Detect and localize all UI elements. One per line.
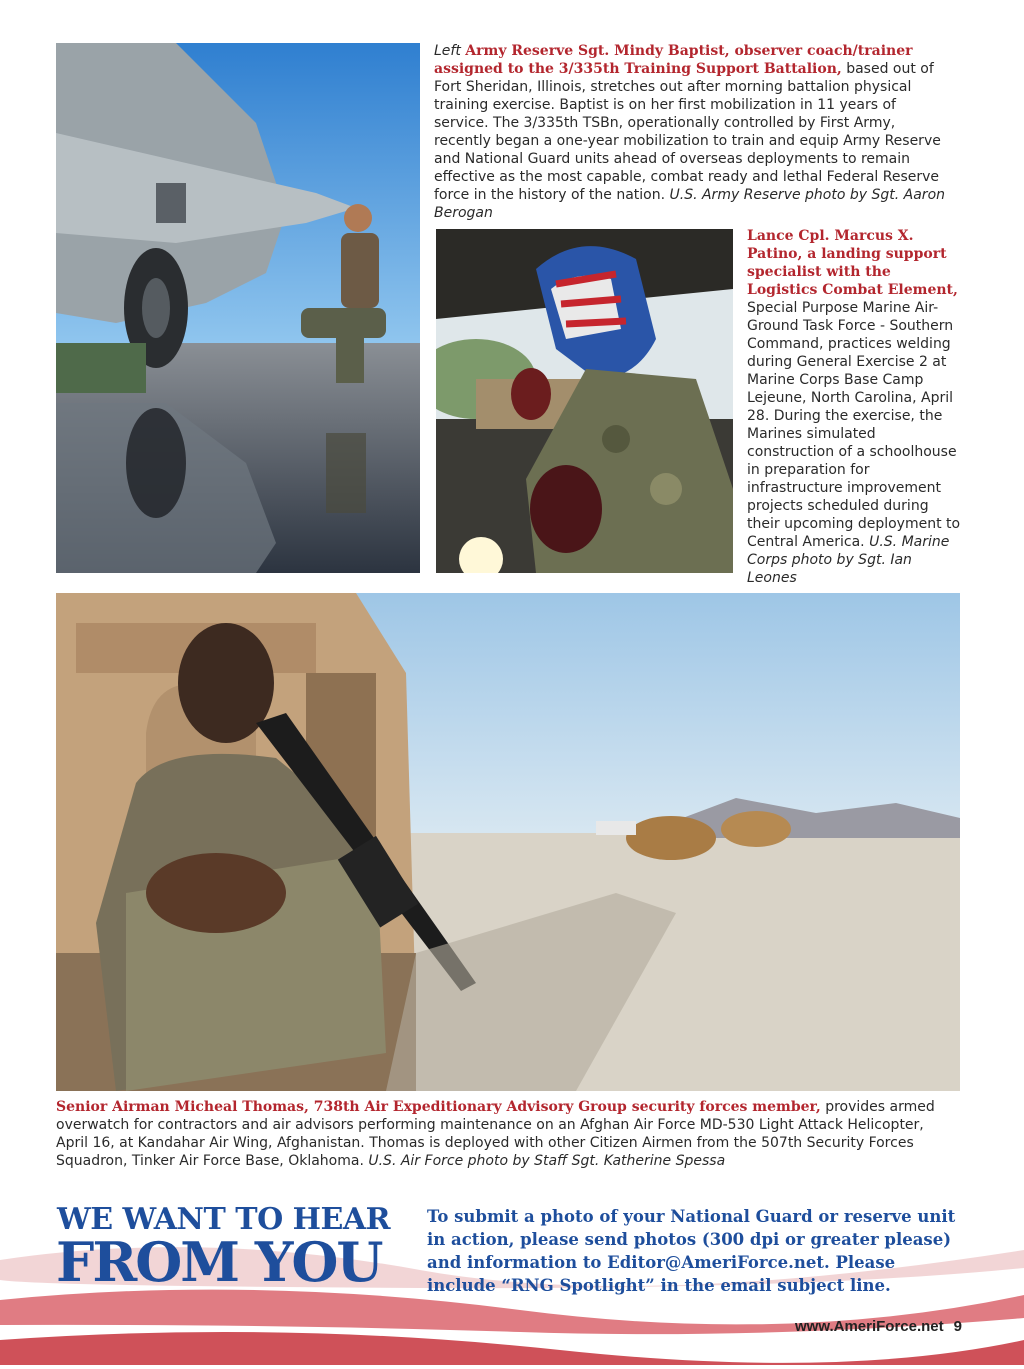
photo-credit: U.S. Marine Corps photo by Sgt. Ian Leones [747,534,950,586]
photo-sailor-helicopter [56,43,420,573]
caption-photo-3 [56,1098,960,1170]
caption-subject-name: Lance Cpl. Marcus X. Patino, a landing support specialist with the Logistics Combat Element, [747,228,958,298]
promo-submit-instructions: To submit a photo of your National Guard or reserve unit in action, please send photos (300 dpi or greater please) and information to Editor@AmeriForce.net. Please include “RNG Spotlight” in the email subject line. [427,1207,956,1295]
photo-marine-welding [436,229,733,573]
page-footer [795,1318,962,1335]
promo-heading-line-1: WE WANT TO HEAR [57,1202,391,1237]
caption-lead: Left [434,43,461,59]
caption-body: based out of Fort Sheridan, Illinois, stretches out after morning battalion physical training exercise. Baptist is on her first mobilization in 11 years of service. The 3/335th TSBn, operationally controlled by First Army, recently began a one-year mobilization to train and equip Army Reserve and National Guard units ahead of overseas deployments to remain effective as the most capable, combat ready and lethal Federal Reserve force in the history of the nation. [434,61,941,203]
caption-photo-1 [434,42,946,222]
caption-photo-2 [747,227,961,587]
photo-airman-overwatch [56,593,960,1091]
page-number: 9 [953,1318,962,1335]
caption-subject-name: Senior Airman Micheal Thomas, 738th Air Expeditionary Advisory Group security forces member, [56,1099,821,1115]
caption-subject-name: Army Reserve Sgt. Mindy Baptist, observer coach/trainer assigned to the 3/335th Training Support Battalion, [434,43,913,77]
caption-body: Special Purpose Marine Air-Ground Task Force - Southern Command, practices welding during General Exercise 2 at Marine Corps Base Camp Lejeune, North Carolina, April 28. During the exercise, the Marines simulated construction of a schoolhouse in preparation for infrastructure improvement projects scheduled during their upcoming deployment to Central America. [747,300,961,550]
site-url[interactable]: www.AmeriForce.net [795,1318,944,1335]
photo-credit: U.S. Air Force photo by Staff Sgt. Katherine Spessa [363,1153,726,1169]
promo-heading-line-2: FROM YOU [56,1230,382,1294]
photo-credit: U.S. Army Reserve photo by Sgt. Aaron Berogan [434,187,946,221]
caption-body: provides armed overwatch for contractors and air advisors performing maintenance on an Afghan Air Force MD-530 Light Attack Helicopter, April 16, at Kandahar Air Wing, Afghanistan. Thomas is deployed with other Citizen Airmen from the 507th Security Forces Squadron, Tinker Air Force Base, Oklahoma. [56,1099,935,1169]
